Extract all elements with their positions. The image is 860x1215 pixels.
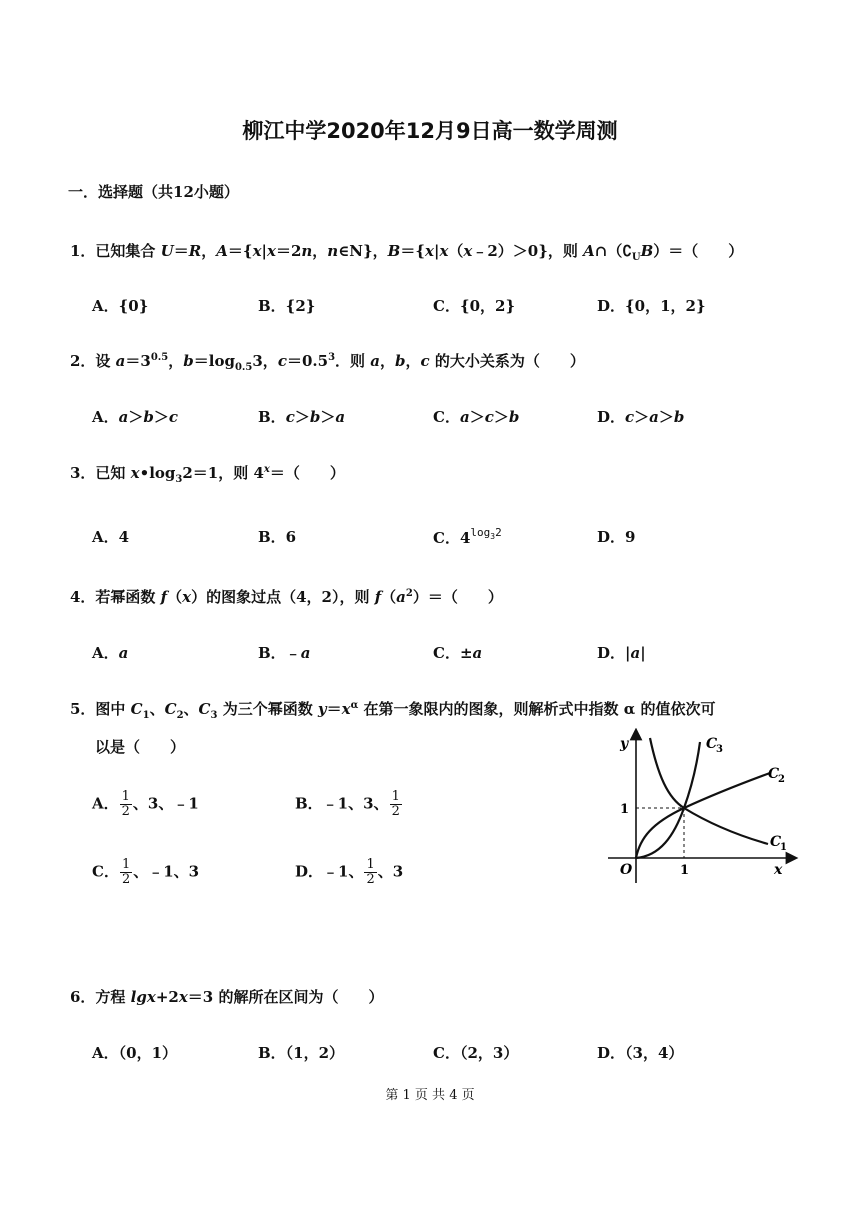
curve-c1 [650,738,768,844]
q4-option-c: C．±a [433,644,483,662]
q2-option-c: C．a＞c＞b [433,408,520,426]
q3-option-a: A．4 [92,528,130,546]
svg-text:3: 3 [716,744,723,755]
q2-option-d: D．c＞a＞b [597,408,685,426]
svg-text:1: 1 [780,842,787,853]
curve-c2 [636,773,770,858]
q4-option-d: D．|a| [597,644,646,662]
q5-option-b: B．﹣1、3、 $\frac{1}{2}$ [295,789,400,819]
q1-option-a: A．{0} [92,297,149,315]
q2-option-b: B．c＞b＞a [258,408,346,426]
label-x: x [774,862,783,878]
power-function-graph [600,728,800,888]
q6-option-b: B．（1，2） [258,1044,345,1062]
label-y-1: 1 [620,802,630,817]
question-5: 5．图中 $C_1$、$C_2$、$C_3$ 为三个幂函数 $y=x^\alpha$ 在第一象限内的图象，则解析式中指数 α 的值依次可 [70,700,716,721]
question-6: 6．方程 lgx+2x＝3 的解所在区间为（ ） [70,988,384,1006]
question-3: 3．已知 $x•\log_32=1$，则 $4^x=$（ ） [70,464,345,485]
q6-option-d: D．（3，4） [597,1044,684,1062]
label-c2 [768,766,785,785]
label-y: y [620,736,629,752]
label-x-1: 1 [680,863,690,878]
q6-option-a: A．（0，1） [92,1044,178,1062]
svg-text:2: 2 [778,774,785,785]
q4-option-b: B．﹣a [258,644,311,662]
question-5-line2: 以是（ ） [95,738,186,756]
q3-option-c: C．$4^{log_32}$ [433,526,502,547]
q5-option-d: D．﹣1、 $\frac{1}{2}$ 、3 [295,857,404,887]
q6-option-c: C．（2，3） [433,1044,519,1062]
q4-option-a: A．a [92,644,129,662]
q1-option-d: D．{0，1，2} [597,297,706,315]
q1-option-b: B．{2} [258,297,316,315]
svg-text:C: C [706,736,718,752]
label-origin: O [620,862,633,878]
q1-option-c: C．{0，2} [433,297,516,315]
q3-option-d: D．9 [597,528,636,546]
label-c1 [770,834,787,853]
svg-text:C: C [770,834,782,850]
q2-option-a: A．a＞b＞c [92,408,179,426]
section-heading: 一．选择题（共12小题） [68,183,239,201]
question-4: 4．若幂函数 f（x）的图象过点（4，2），则 $f(a^2)=$（ ） [70,588,503,606]
q5-option-a: A． $\frac{1}{2}$ 、3、﹣1 [92,789,199,819]
curve-c3 [636,742,700,858]
label-c3 [706,736,723,755]
q5-option-c: C． $\frac{1}{2}$ 、﹣1、3 [92,857,200,887]
page-title: 柳江中学2020年12月9日高一数学周测 [242,119,618,143]
page-footer: 第 1 页 共 4 页 [385,1088,475,1103]
q3-option-b: B．6 [258,528,297,546]
question-1: 1．已知集合 U＝R，A＝{x|x＝2n，n∈N}，B＝{x|x（x﹣2）＞0}，则 $A\cap(∁_UB)=$（ ） [70,242,744,263]
svg-text:C: C [768,766,780,782]
question-2: 2．设 $a=3^{0.5}$，$b=\log_{0.5}3$，$c=0.5^3$．则 a，b，c 的大小关系为（ ） [70,352,585,373]
